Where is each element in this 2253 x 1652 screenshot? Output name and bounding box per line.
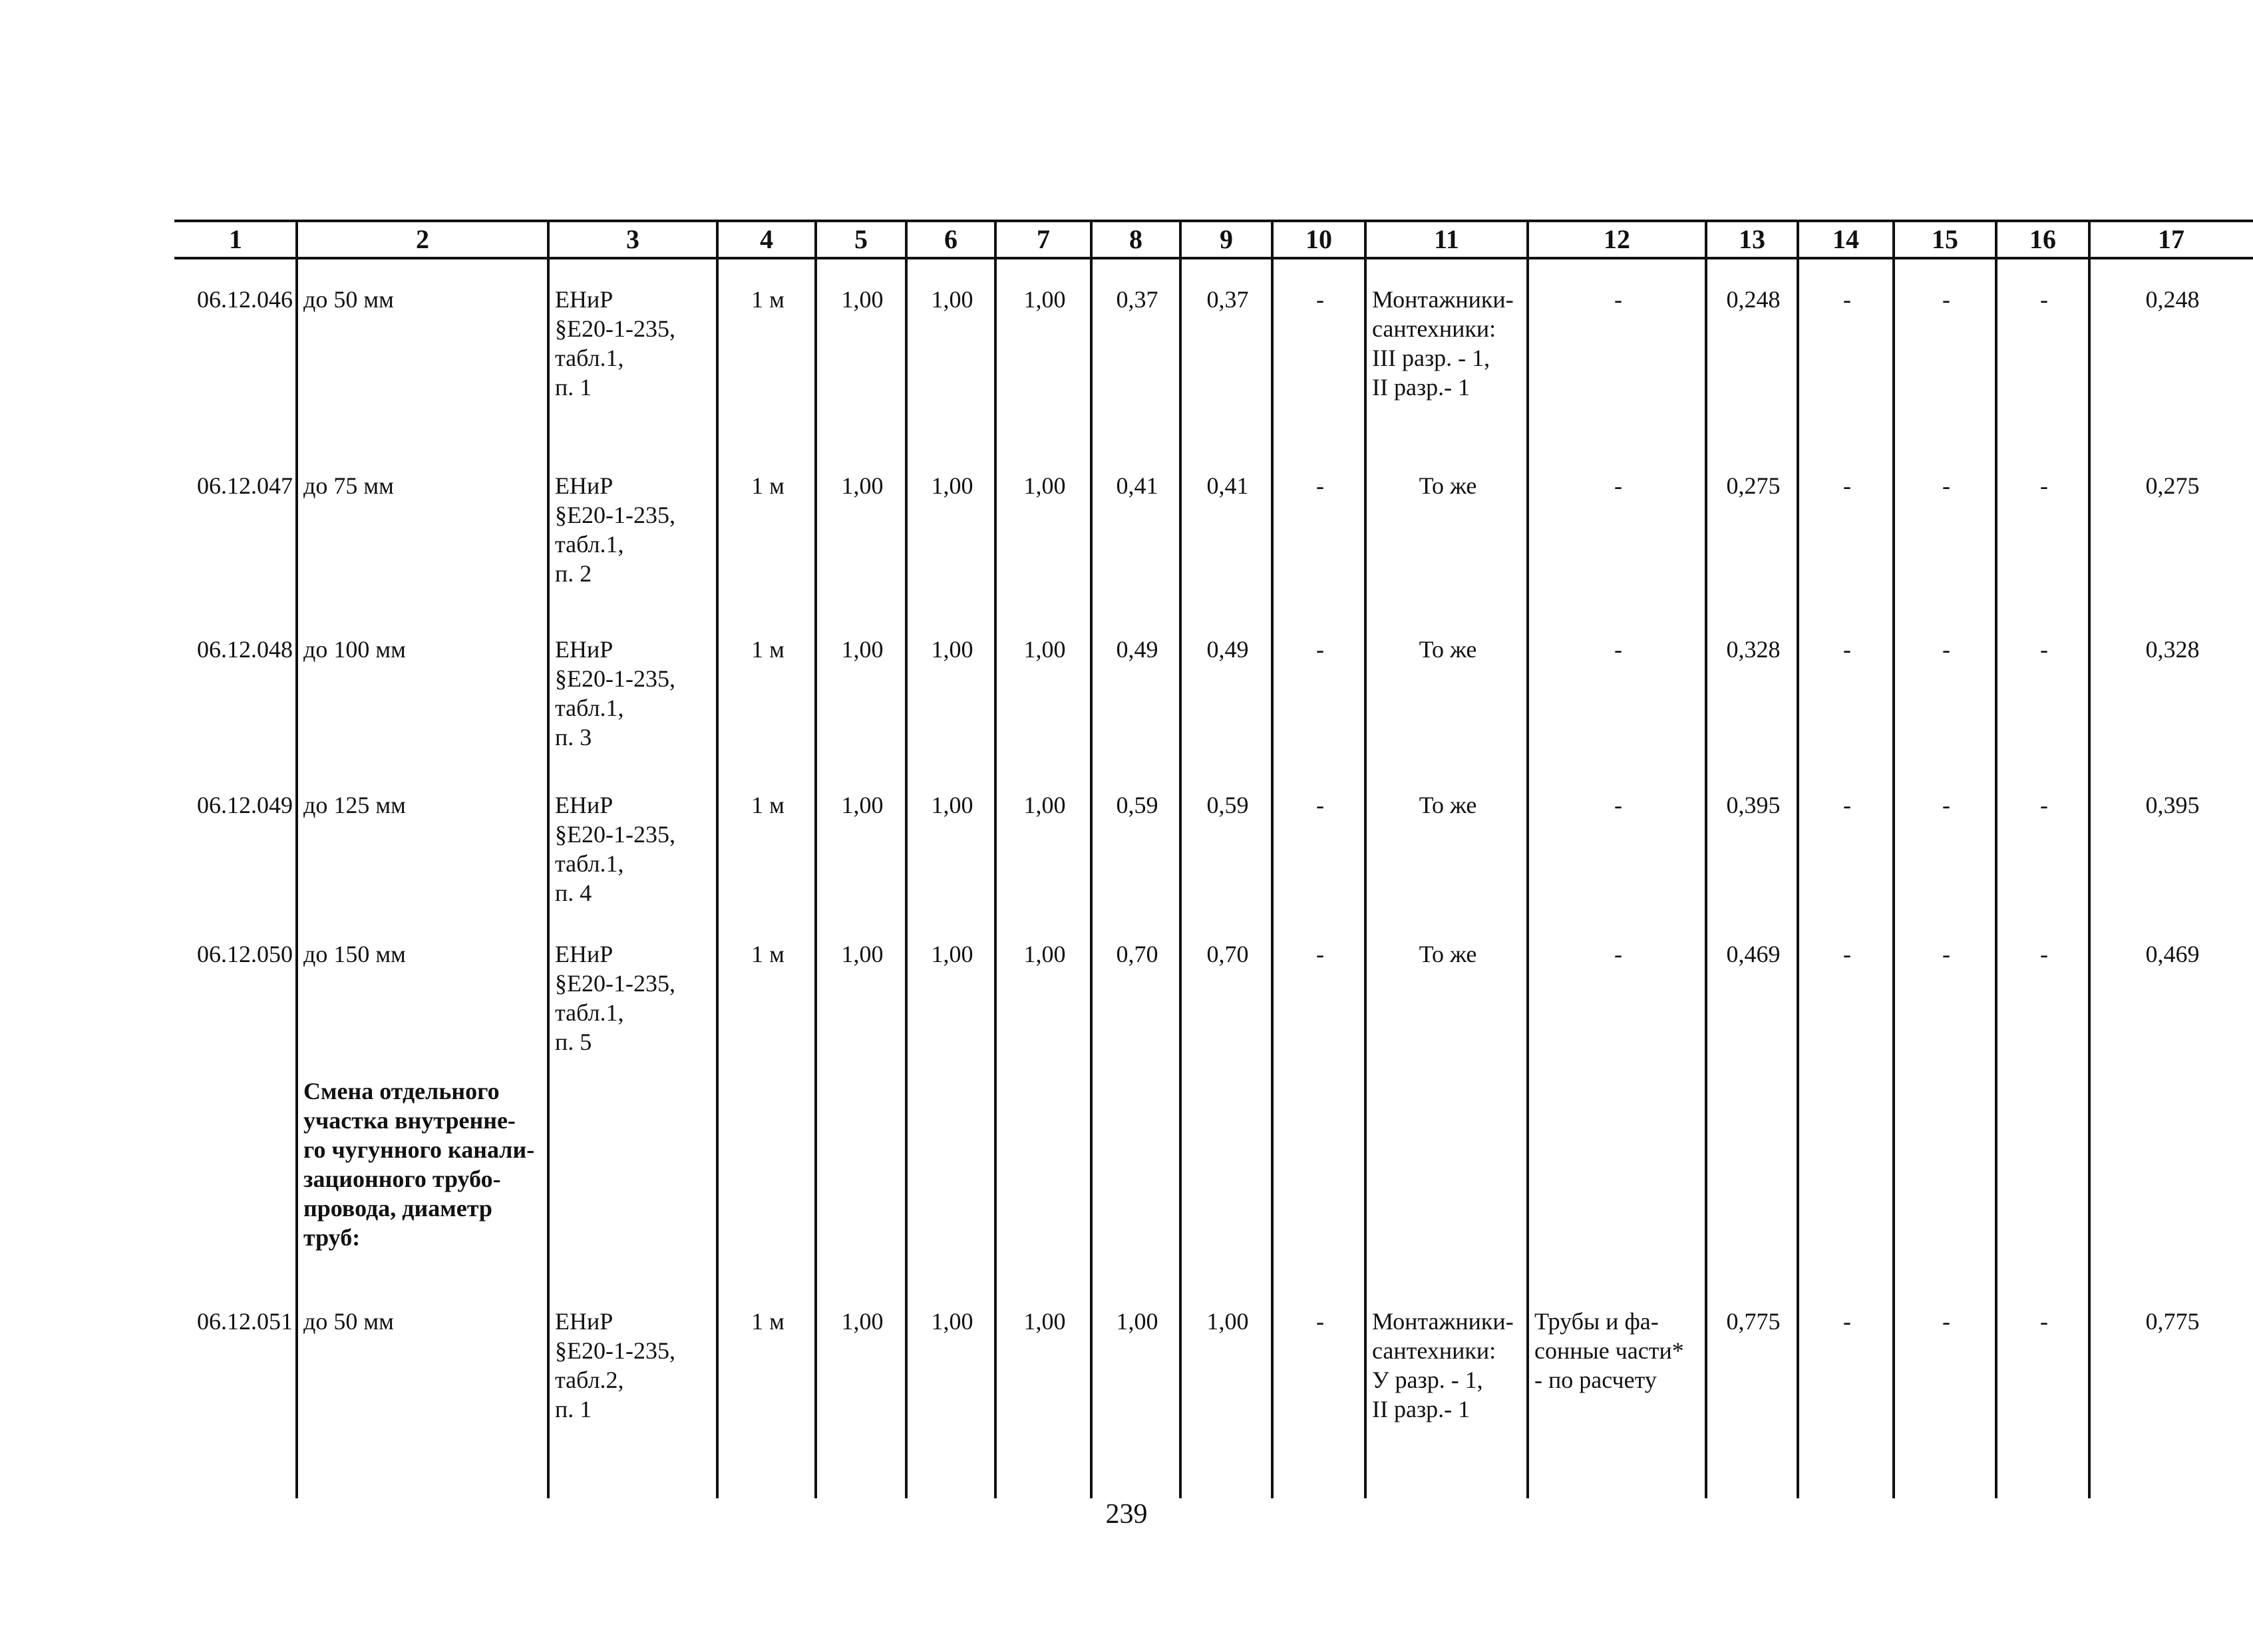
cell-col9: 0,59	[1206, 792, 1249, 818]
column-header-15: 15	[1932, 224, 1958, 254]
cell-col16: -	[2040, 636, 2048, 663]
cell-norm-reference: ЕНиР §Е20-1-235, табл.1, п. 5	[555, 941, 675, 1055]
cell-unit: 1 м	[751, 636, 784, 663]
cell-unit: 1 м	[751, 792, 784, 818]
cell-col13: 0,275	[1726, 472, 1781, 499]
cell-col5: 1,00	[841, 1308, 884, 1335]
cell-norm-reference: ЕНиР §Е20-1-235, табл.1, п. 4	[555, 792, 675, 906]
cell-name: до 75 мм	[303, 472, 394, 499]
header-bottom-rule	[174, 257, 2253, 259]
cell-unit: 1 м	[751, 1308, 784, 1335]
cell-col13: 0,248	[1726, 286, 1781, 313]
cell-norm-reference: ЕНиР §Е20-1-235, табл.1, п. 1	[555, 286, 675, 401]
cell-col15: -	[1942, 286, 1950, 313]
cell-norm-reference: ЕНиР §Е20-1-235, табл.1, п. 3	[555, 636, 675, 750]
cell-col8: 1,00	[1116, 1308, 1158, 1335]
cell-col8: 0,37	[1116, 286, 1158, 313]
column-divider	[547, 220, 550, 1498]
cell-workers: То же	[1419, 792, 1477, 818]
column-divider	[1179, 220, 1182, 1498]
cell-col10: -	[1316, 472, 1324, 499]
cell-code: 06.12.049	[197, 792, 293, 818]
cell-col17: 0,275	[2145, 472, 2200, 499]
column-divider	[1526, 220, 1529, 1498]
cell-col5: 1,00	[841, 792, 884, 818]
cell-norm-reference: ЕНиР §Е20-1-235, табл.1, п. 2	[555, 472, 675, 587]
column-divider	[2088, 220, 2091, 1498]
page-number: 239	[1105, 1499, 1148, 1530]
cell-col6: 1,00	[931, 286, 973, 313]
cell-name: до 100 мм	[303, 636, 406, 663]
cell-col5: 1,00	[841, 941, 884, 967]
column-header-16: 16	[2029, 224, 2056, 254]
cell-col8: 0,49	[1116, 636, 1158, 663]
cell-code: 06.12.051	[197, 1308, 293, 1335]
column-divider	[1995, 220, 1997, 1498]
cell-col9: 0,70	[1206, 941, 1249, 967]
cell-code: 06.12.047	[197, 472, 293, 499]
cell-col7: 1,00	[1023, 941, 1066, 967]
cell-col7: 1,00	[1023, 792, 1066, 818]
column-divider	[1364, 220, 1367, 1498]
cell-col15: -	[1942, 472, 1950, 499]
column-divider	[1090, 220, 1093, 1498]
cell-col13: 0,469	[1726, 941, 1781, 967]
cell-name: до 50 мм	[303, 286, 394, 313]
cell-col16: -	[2040, 472, 2048, 499]
column-header-4: 4	[760, 224, 773, 254]
column-header-1: 1	[229, 224, 242, 254]
cell-col14: -	[1843, 636, 1851, 663]
cell-col5: 1,00	[841, 636, 884, 663]
cell-col10: -	[1316, 941, 1324, 967]
column-header-5: 5	[854, 224, 868, 254]
column-header-7: 7	[1037, 224, 1050, 254]
column-divider	[994, 220, 997, 1498]
column-header-6: 6	[944, 224, 957, 254]
column-header-2: 2	[416, 224, 429, 254]
section-heading: Смена отдельного участка внутренне- го чугунного канали- зационного трубо- провода, диаметр труб:	[303, 1078, 535, 1251]
column-header-13: 13	[1739, 224, 1765, 254]
cell-col7: 1,00	[1023, 286, 1066, 313]
column-divider	[814, 220, 817, 1498]
cell-col17: 0,395	[2145, 792, 2200, 818]
cell-col6: 1,00	[931, 1308, 973, 1335]
column-divider	[716, 220, 719, 1498]
cell-col16: -	[2040, 941, 2048, 967]
cell-col14: -	[1843, 472, 1851, 499]
cell-col9: 1,00	[1206, 1308, 1249, 1335]
cell-col10: -	[1316, 286, 1324, 313]
cell-col16: -	[2040, 1308, 2048, 1335]
cell-col15: -	[1942, 636, 1950, 663]
cell-col9: 0,41	[1206, 472, 1249, 499]
cell-materials: -	[1614, 286, 1622, 313]
cell-col13: 0,395	[1726, 792, 1781, 818]
cell-unit: 1 м	[751, 286, 784, 313]
cell-materials: Трубы и фа- сонные части* - по расчету	[1534, 1308, 1684, 1393]
column-header-12: 12	[1604, 224, 1630, 254]
cell-code: 06.12.048	[197, 636, 293, 663]
cell-code: 06.12.050	[197, 941, 293, 967]
cell-col5: 1,00	[841, 472, 884, 499]
column-divider	[1705, 220, 1707, 1498]
cell-materials: -	[1614, 792, 1622, 818]
cell-unit: 1 м	[751, 941, 784, 967]
column-header-14: 14	[1832, 224, 1859, 254]
column-divider	[1271, 220, 1274, 1498]
cell-col8: 0,59	[1116, 792, 1158, 818]
cell-name: до 150 мм	[303, 941, 406, 967]
cell-materials: -	[1614, 472, 1622, 499]
cell-col15: -	[1942, 1308, 1950, 1335]
cell-col6: 1,00	[931, 792, 973, 818]
cell-col13: 0,328	[1726, 636, 1781, 663]
cell-col17: 0,328	[2145, 636, 2200, 663]
cell-col6: 1,00	[931, 636, 973, 663]
cell-col14: -	[1843, 792, 1851, 818]
cell-workers: Монтажники- сантехники: III разр. - 1, II разр.- 1	[1372, 286, 1514, 401]
cell-col14: -	[1843, 286, 1851, 313]
cell-workers: То же	[1419, 941, 1477, 967]
cell-workers: Монтажники- сантехники: У разр. - 1, II разр.- 1	[1372, 1308, 1514, 1422]
column-header-8: 8	[1129, 224, 1142, 254]
cell-materials: -	[1614, 941, 1622, 967]
cell-col16: -	[2040, 792, 2048, 818]
column-divider	[1797, 220, 1799, 1498]
cell-col8: 0,41	[1116, 472, 1158, 499]
cell-col14: -	[1843, 941, 1851, 967]
cell-col10: -	[1316, 792, 1324, 818]
column-divider	[295, 220, 298, 1498]
cell-name: до 50 мм	[303, 1308, 394, 1335]
column-header-9: 9	[1220, 224, 1233, 254]
cell-workers: То же	[1419, 636, 1477, 663]
cell-col7: 1,00	[1023, 636, 1066, 663]
cell-col10: -	[1316, 636, 1324, 663]
cell-norm-reference: ЕНиР §Е20-1-235, табл.2, п. 1	[555, 1308, 675, 1422]
cell-name: до 125 мм	[303, 792, 406, 818]
cell-code: 06.12.046	[197, 286, 293, 313]
column-header-17: 17	[2158, 224, 2184, 254]
cell-col6: 1,00	[931, 941, 973, 967]
cell-col15: -	[1942, 792, 1950, 818]
cell-col15: -	[1942, 941, 1950, 967]
cell-materials: -	[1614, 636, 1622, 663]
column-header-3: 3	[626, 224, 639, 254]
cell-unit: 1 м	[751, 472, 784, 499]
cell-col17: 0,248	[2145, 286, 2200, 313]
cell-workers: То же	[1419, 472, 1477, 499]
cell-col8: 0,70	[1116, 941, 1158, 967]
cell-col5: 1,00	[841, 286, 884, 313]
cell-col17: 0,775	[2145, 1308, 2200, 1335]
cell-col10: -	[1316, 1308, 1324, 1335]
cell-col17: 0,469	[2145, 941, 2200, 967]
cell-col13: 0,775	[1726, 1308, 1781, 1335]
cell-col7: 1,00	[1023, 472, 1066, 499]
column-divider	[905, 220, 908, 1498]
column-divider	[1892, 220, 1895, 1498]
cell-col6: 1,00	[931, 472, 973, 499]
cell-col16: -	[2040, 286, 2048, 313]
cell-col9: 0,37	[1206, 286, 1249, 313]
column-header-11: 11	[1434, 224, 1459, 254]
cell-col9: 0,49	[1206, 636, 1249, 663]
cell-col7: 1,00	[1023, 1308, 1066, 1335]
cell-col14: -	[1843, 1308, 1851, 1335]
column-header-10: 10	[1305, 224, 1332, 254]
